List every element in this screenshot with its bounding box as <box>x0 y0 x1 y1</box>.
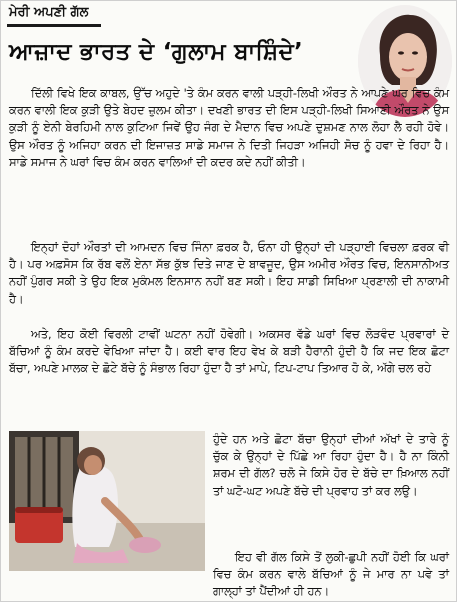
paragraph-4-block <box>213 549 449 601</box>
column-label: ਮੇਰੀ ਅਪਣੀ ਗੱਲ <box>9 5 89 20</box>
paragraph-3: ਅਤੇ, ਇਹ ਕੋਈ ਵਿਰਲੀ ਟਾਵੀਂ ਘਟਨਾ ਨਹੀਂ ਹੋਵੇਗੀ। ਅਕਸਰ ਵੱਡੇ ਘਰਾਂ ਵਿਚ ਲੋੜਵੰਦ ਪ੍ਰਵਾਰਾਂ ਦੇ ਬੱਚਿਆਂ ਨੂੰ ਕੰਮ ਕਰਦੇ ਵੇਖਿਆ ਜਾਂਦਾ ਹੈ। ਕਈ ਵਾਰ ਇਹ ਵੇਖ ਕੇ ਬੜੀ ਹੈਰਾਨੀ ਹੁੰਦੀ ਹੈ ਕਿ ਜਦ ਇਕ ਛੋਟਾ ਬੱਚਾ, ਅਪਣੇ ਮਾਲਕ ਦੇ ਛੋਟੇ ਬੱਚੇ ਨੂੰ ਸੰਭਾਲ ਰਿਹਾ ਹੁੰਦਾ ਹੈ ਤਾਂ ਮਾਪੇ, ਟਿਪ-ਟਾਪ ਤਿਆਰ ਹੋ ਕੇ, ਅੱਗੇ ਚਲ ਰਹੇ <box>9 328 449 376</box>
paragraph-2: ਇਨ੍ਹਾਂ ਦੋਹਾਂ ਔਰਤਾਂ ਦੀ ਆਮਦਨ ਵਿਚ ਜਿੰਨਾ ਫ਼ਰਕ ਹੈ, ਓਨਾ ਹੀ ਉਨ੍ਹਾਂ ਦੀ ਪੜ੍ਹਾਈ ਵਿਚਲਾ ਫ਼ਰਕ ਵੀ ਹੈ। ਪਰ ਅਫ਼ਸੋਸ ਕਿ ਰੱਬ ਵਲੋਂ ਏਨਾ ਸੱਭ ਕੁੱਝ ਦਿਤੇ ਜਾਣ ਦੇ ਬਾਵਜੂਦ, ਉਸ ਅਮੀਰ ਔਰਤ ਵਿਚ, ਇਨਸਾਨੀਅਤ ਨਹੀਂ ਪੁੰਗਰ ਸਕੀ ਤੇ ਉਹ ਇਕ ਮੁਕੰਮਲ ਇਨਸਾਨ ਨਹੀਂ ਬਣ ਸਕੀ। ਇਹ ਸਾਡੀ ਸਿਖਿਆ ਪ੍ਰਣਾਲੀ ਦੀ ਨਾਕਾਮੀ ਹੈ। <box>9 241 449 306</box>
paragraph-1-lead <box>9 85 449 171</box>
paragraph-2-block <box>9 239 449 308</box>
paragraph-4: ਇਹ ਵੀ ਗੱਲ ਕਿਸੇ ਤੋਂ ਲੁਕੀ-ਛੁਪੀ ਨਹੀਂ ਹੋਈ ਕਿ ਘਰਾਂ ਵਿਚ ਕੰਮ ਕਰਨ ਵਾਲੇ ਬੱਚਿਆਂ ਨੂੰ ਜੇ ਮਾਰ ਨਾ ਪਵੇ ਤਾਂ ਗਾਲ੍ਹਾਂ ਤਾਂ ਪੈਂਦੀਆਂ ਹੀ ਹਨ। <box>213 551 449 599</box>
paragraph-3-continued-block <box>213 431 449 500</box>
headline: ਆਜ਼ਾਦ ਭਾਰਤ ਦੇ ‘ਗੁਲਾਮ ਬਾਸ਼ਿੰਦੇ’ <box>9 39 304 65</box>
child-worker-photo <box>9 431 205 571</box>
column-underline <box>7 24 101 27</box>
child-worker-illustration <box>9 431 205 571</box>
paragraph-3-continued: ਹੁੰਦੇ ਹਨ ਅਤੇ ਛੋਟਾ ਬੱਚਾ ਉਨ੍ਹਾਂ ਦੀਆਂ ਅੱਖਾਂ ਦੇ ਤਾਰੇ ਨੂੰ ਚੁੱਕ ਕੇ ਉਨ੍ਹਾਂ ਦੇ ਪਿੱਛੇ ਆ ਰਿਹਾ ਹੁੰਦਾ ਹੈ। ਹੈ ਨਾ ਕਿੰਨੀ ਸ਼ਰਮ ਦੀ ਗੱਲ? ਚਲੋ ਜੇ ਕਿਸੇ ਹੋਰ ਦੇ ਬੱਚੇ ਦਾ ਖ਼ਿਆਲ ਨਹੀਂ ਤਾਂ ਘਟੋ-ਘਟ ਅਪਣੇ ਬੱਚੇ ਦੀ ਪ੍ਰਵਾਹ ਤਾਂ ਕਰ ਲਉ। <box>213 433 449 498</box>
paragraph-1: ਦਿੱਲੀ ਵਿਖੇ ਇਕ ਕਾਬਲ, ਉੱਚ ਅਹੁਦੇ 'ਤੇ ਕੰਮ ਕਰਨ ਵਾਲੀ ਪੜ੍ਹੀ-ਲਿਖੀ ਔਰਤ ਨੇ ਆਪਣੇ ਘਰ ਵਿਚ ਕੰਮ ਕਰਨ ਵਾਲੀ ਇਕ ਕੁੜੀ ਉਤੇ ਬੇਹਦ ਜ਼ੁਲਮ ਕੀਤਾ। ਦਖਣੀ ਭਾਰਤ ਦੀ ਇਸ ਪੜ੍ਹੀ-ਲਿਖੀ ਸਿਆਣੀ ਔਰਤ ਨੇ ਉਸ ਕੁੜੀ ਨੂੰ ਏਨੀ ਬੇਰਹਿਮੀ ਨਾਲ ਕੁਟਿਆ ਜਿਵੇਂ ਉਹ ਜੰਗ ਦੇ ਮੈਦਾਨ ਵਿਚ ਅਪਣੇ ਦੁਸ਼ਮਣ ਨਾਲ ਲੋਹਾ ਲੈ ਰਹੀ ਹੋਵੇ। ਉਸ ਔਰਤ ਨੂੰ ਅਜਿਹਾ ਕਰਨ ਦੀ ਇਜਾਜ਼ਤ ਸਾਡੇ ਸਮਾਜ ਨੇ ਦਿਤੀ ਜਿਹੜਾ ਅਜਿਹੀ ਸੋਚ ਨੂੰ ਹਵਾ ਦੇ ਰਿਹਾ ਹੈ। ਸਾਡੇ ਸਮਾਜ ਨੇ ਘਰਾਂ ਵਿਚ ਕੰਮ ਕਰਨ ਵਾਲਿਆਂ ਦੀ ਕਦਰ ਕਦੇ ਨਹੀਂ ਕੀਤੀ। <box>9 87 449 169</box>
paragraph-3-block <box>9 326 449 378</box>
